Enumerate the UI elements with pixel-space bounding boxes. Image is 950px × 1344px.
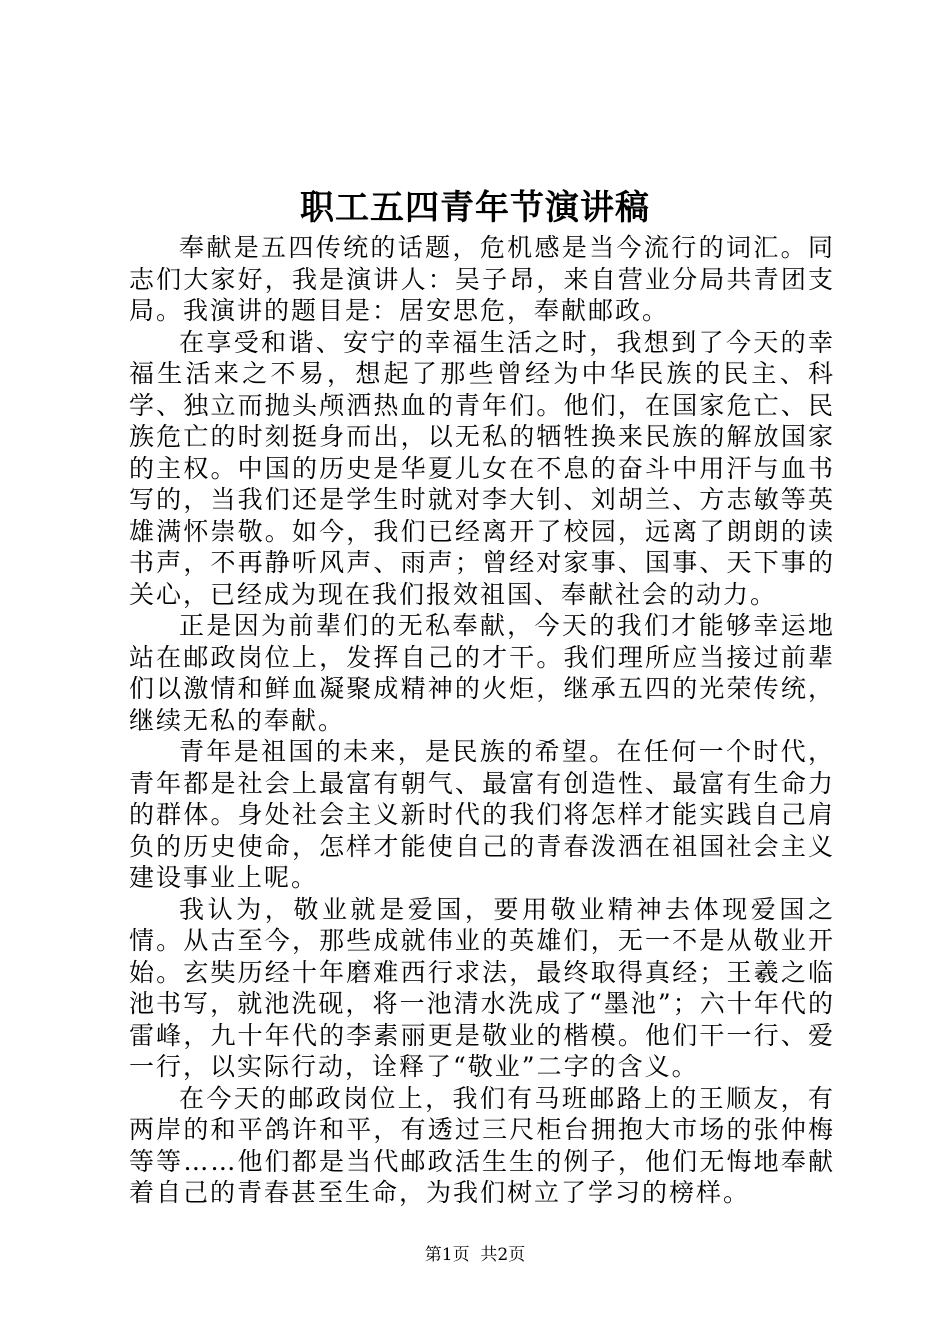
paragraph: 奉献是五四传统的话题，危机感是当今流行的词汇。同志们大家好，我是演讲人：吴子昂，来自营业分局共青团支局。我演讲的题目是：居安思危，奉献邮政。 xyxy=(129,233,835,325)
page-number: 第1页 xyxy=(424,1245,470,1265)
page-total: 共2页 xyxy=(480,1245,526,1265)
paragraph: 在享受和谐、安宁的幸福生活之时，我想到了今天的幸福生活来之不易，想起了那些曾经为中华民族的民主、科学、独立而抛头颅洒热血的青年们。他们，在国家危亡、民族危亡的时刻挺身而出，以无私的牺牲换来民族的解放国家的主权。中国的历史是华夏儿女在不息的奋斗中用汗与血书写的，当我们还是学生时就对李大钊、刘胡兰、方志敏等英雄满怀崇敬。如今，我们已经离开了校园，远离了朗朗的读书声，不再静听风声、雨声；曾经对家事、国事、天下事的关心，已经成为现在我们报效祖国、奉献社会的动力。 xyxy=(129,327,835,609)
document-body xyxy=(129,232,835,1209)
paragraph: 青年是祖国的未来，是民族的希望。在任何一个时代，青年都是社会上最富有朝气、最富有创造性、最富有生命力的群体。身处社会主义新时代的我们将怎样才能实践自己肩负的历史使命，怎样才能使自己的青春泼洒在祖国社会主义建设事业上呢。 xyxy=(129,737,835,892)
page-footer xyxy=(0,1243,950,1267)
paragraph: 在今天的邮政岗位上，我们有马班邮路上的王顺友，有两岸的和平鸽许和平，有透过三尺柜台拥抱大市场的张仲梅等等……他们都是当代邮政活生生的例子，他们无悔地奉献着自己的青春甚至生命，为我们树立了学习的榜样。 xyxy=(129,1083,835,1207)
document-title: 职工五四青年节演讲稿 xyxy=(300,188,650,228)
paragraph: 我认为，敬业就是爱国，要用敬业精神去体现爱国之情。从古至今，那些成就伟业的英雄们，无一不是从敬业开始。玄奘历经十年磨难西行求法，最终取得真经；王羲之临池书写，就池洗砚，将一池清水洗成了“墨池”；六十年代的雷峰，九十年代的李素丽更是敬业的楷模。他们干一行、爱一行，以实际行动，诠释了“敬业”二字的含义。 xyxy=(129,894,835,1081)
paragraph: 正是因为前辈们的无私奉献，今天的我们才能够幸运地站在邮政岗位上，发挥自己的才干。我们理所应当接过前辈们以激情和鲜血凝聚成精神的火炬，继承五四的光荣传统，继续无私的奉献。 xyxy=(129,611,835,735)
